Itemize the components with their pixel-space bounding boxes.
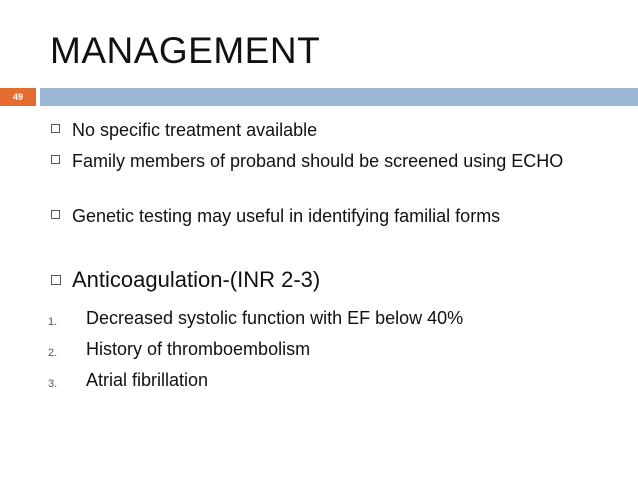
square-bullet-icon <box>51 155 60 164</box>
bullet-item <box>48 204 500 228</box>
numbered-item <box>48 337 310 361</box>
item-number: 3. <box>48 378 58 390</box>
bullet-text: Family members of proband should be screened using ECHO <box>72 151 564 171</box>
page-number-badge: 49 <box>0 88 36 106</box>
numbered-text: Decreased systolic function with EF below 40% <box>86 308 464 328</box>
square-bullet-icon <box>51 275 61 285</box>
square-bullet-icon <box>51 124 60 133</box>
item-number: 2. <box>48 347 58 359</box>
numbered-item <box>48 306 463 330</box>
bullet-text: Anticoagulation-(INR 2-3) <box>72 267 321 292</box>
slide-title: MANAGEMENT <box>50 30 321 71</box>
numbered-item <box>48 368 208 392</box>
bullet-item <box>48 118 317 142</box>
bullet-item-anticoagulation <box>48 266 320 294</box>
numbered-text: Atrial fibrillation <box>86 370 209 390</box>
square-bullet-icon <box>51 210 60 219</box>
numbered-text: History of thromboembolism <box>86 339 311 359</box>
title-rule-bar <box>40 88 638 106</box>
bullet-text: No specific treatment available <box>72 120 318 140</box>
item-number: 1. <box>48 316 58 328</box>
bullet-item <box>48 149 608 173</box>
bullet-text: Genetic testing may useful in identifying familial forms <box>72 206 501 226</box>
